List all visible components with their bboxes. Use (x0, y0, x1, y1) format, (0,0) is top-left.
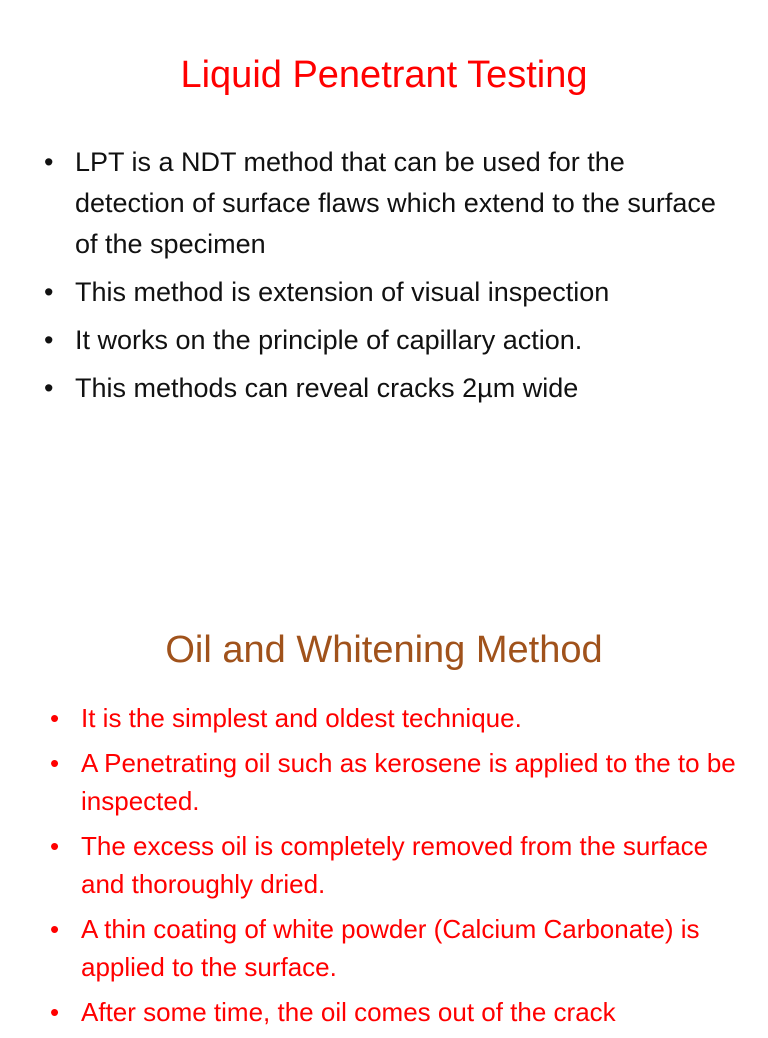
slide-title: Liquid Penetrant Testing (180, 54, 588, 96)
bullet-text: It works on the principle of capillary action. (75, 325, 583, 355)
list-item (44, 368, 734, 409)
list-item (44, 272, 734, 313)
bullet-dot-icon: • (44, 373, 54, 403)
list-item (50, 744, 740, 820)
bullet-list (44, 142, 734, 416)
bullet-text: A Penetrating oil such as kerosene is applied to the to be inspected. (81, 748, 736, 816)
bullet-text: A thin coating of white powder (Calcium Carbonate) is applied to the surface. (81, 914, 700, 982)
bullet-text: This methods can reveal cracks 2µm wide (75, 373, 579, 403)
list-item (44, 320, 734, 361)
bullet-dot-icon: • (50, 997, 60, 1027)
list-item (50, 827, 740, 903)
bullet-text: It is the simplest and oldest technique. (81, 703, 522, 733)
slide-oil-and-whitening-method (0, 600, 768, 1027)
bullet-text: After some time, the oil comes out of the crack (81, 997, 616, 1027)
bullet-dot-icon: • (50, 748, 60, 778)
bullet-list (50, 699, 740, 1038)
slide-liquid-penetrant-testing (0, 0, 768, 512)
bullet-dot-icon: • (44, 277, 54, 307)
list-item (50, 910, 740, 986)
bullet-dot-icon: • (44, 147, 54, 177)
bullet-text: LPT is a NDT method that can be used for the detection of surface flaws which extend to the surface of the specimen (75, 147, 716, 259)
bullet-text: This method is extension of visual inspection (75, 277, 610, 307)
bullet-dot-icon: • (44, 325, 54, 355)
bullet-text: The excess oil is completely removed from the surface and thoroughly dried. (81, 831, 709, 899)
slide-title: Oil and Whitening Method (165, 629, 603, 671)
bullet-dot-icon: • (50, 914, 60, 944)
list-item (50, 993, 740, 1031)
bullet-dot-icon: • (50, 703, 60, 733)
list-item (50, 699, 740, 737)
bullet-dot-icon: • (50, 831, 60, 861)
list-item (44, 142, 734, 265)
